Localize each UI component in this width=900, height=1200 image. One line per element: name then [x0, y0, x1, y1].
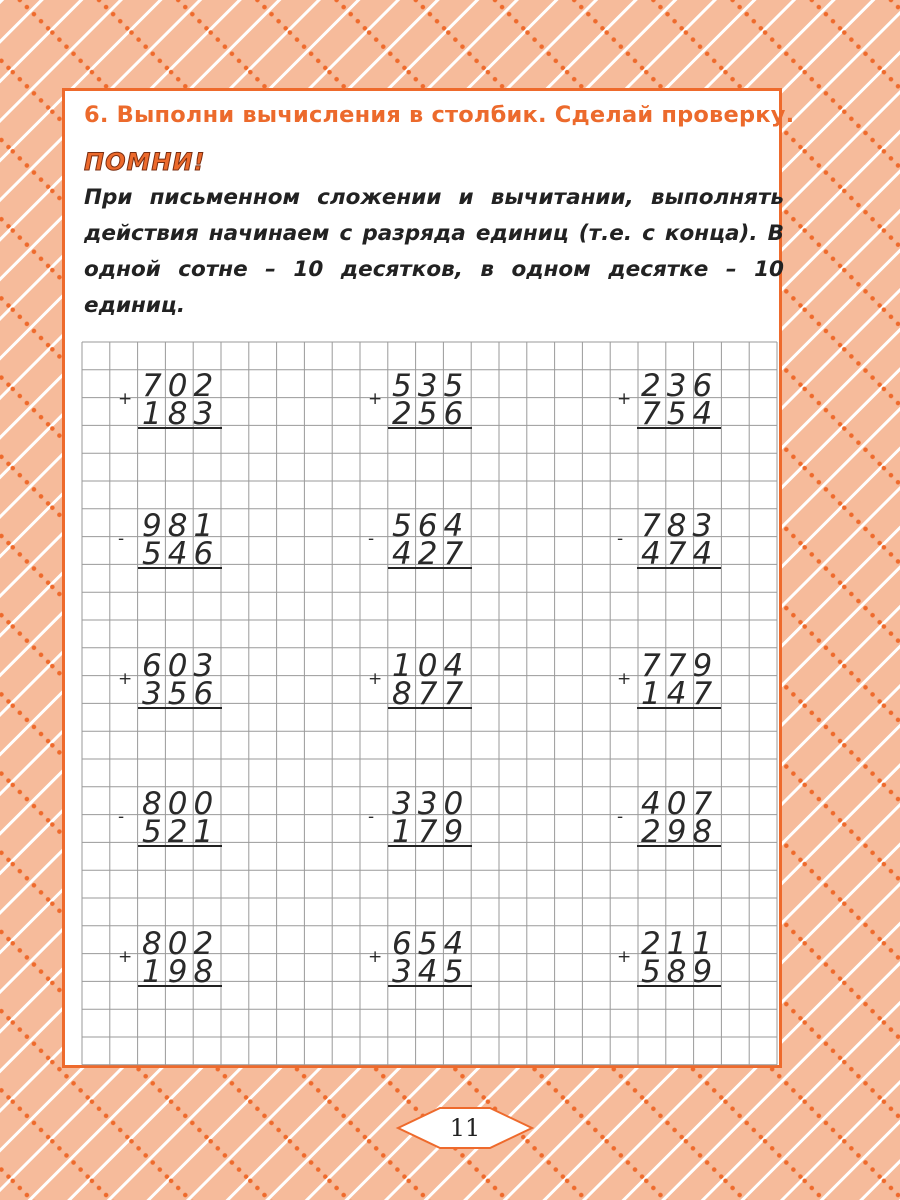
bottom-number: 427 — [392, 536, 470, 572]
operation-sign: - — [368, 529, 375, 549]
bottom-number: 356 — [142, 676, 220, 712]
operation-sign: - — [617, 807, 624, 827]
operation-sign: - — [118, 807, 125, 827]
top-number: 654 — [392, 926, 470, 962]
bottom-number: 298 — [641, 814, 719, 850]
page-number: 11 — [449, 1114, 481, 1142]
top-number: 981 — [142, 508, 220, 544]
task-title: 6. Выполни вычисления в столбик. Сделай проверку. — [84, 102, 795, 128]
top-number: 211 — [641, 926, 719, 962]
operation-sign: - — [368, 807, 375, 827]
operation-sign: + — [118, 669, 133, 689]
top-number: 783 — [641, 508, 719, 544]
operation-sign: + — [368, 389, 383, 409]
top-number: 104 — [392, 648, 470, 684]
bottom-number: 521 — [142, 814, 220, 850]
top-number: 407 — [641, 786, 719, 822]
operation-sign: + — [118, 389, 133, 409]
bottom-number: 256 — [392, 396, 470, 432]
bottom-number: 589 — [641, 954, 719, 990]
remember-heading: ПОМНИ! — [84, 148, 206, 176]
bottom-number: 345 — [392, 954, 470, 990]
operation-sign: - — [118, 529, 125, 549]
top-number: 802 — [142, 926, 220, 962]
operation-sign: + — [368, 669, 383, 689]
top-number: 236 — [641, 368, 719, 404]
bottom-number: 147 — [641, 676, 719, 712]
top-number: 779 — [641, 648, 719, 684]
bottom-number: 546 — [142, 536, 220, 572]
top-number: 535 — [392, 368, 470, 404]
top-number: 702 — [142, 368, 220, 404]
operation-sign: - — [617, 529, 624, 549]
top-number: 564 — [392, 508, 470, 544]
operation-sign: + — [118, 947, 133, 967]
operation-sign: + — [617, 389, 632, 409]
operation-sign: + — [368, 947, 383, 967]
operation-sign: + — [617, 947, 632, 967]
top-number: 800 — [142, 786, 220, 822]
operation-sign: + — [617, 669, 632, 689]
top-number: 603 — [142, 648, 220, 684]
bottom-number: 198 — [142, 954, 220, 990]
bottom-number: 183 — [142, 396, 220, 432]
rule-text: При письменном сложении и вычитании, выполнять действия начинаем с разряда единиц (т.е. с конца). В одной сотне – 10 десятков, в одном десятке – 10 единиц. — [84, 185, 784, 318]
bottom-number: 179 — [392, 814, 470, 850]
bottom-number: 474 — [641, 536, 719, 572]
bottom-number: 754 — [641, 396, 719, 432]
top-number: 330 — [392, 786, 470, 822]
bottom-number: 877 — [392, 676, 470, 712]
